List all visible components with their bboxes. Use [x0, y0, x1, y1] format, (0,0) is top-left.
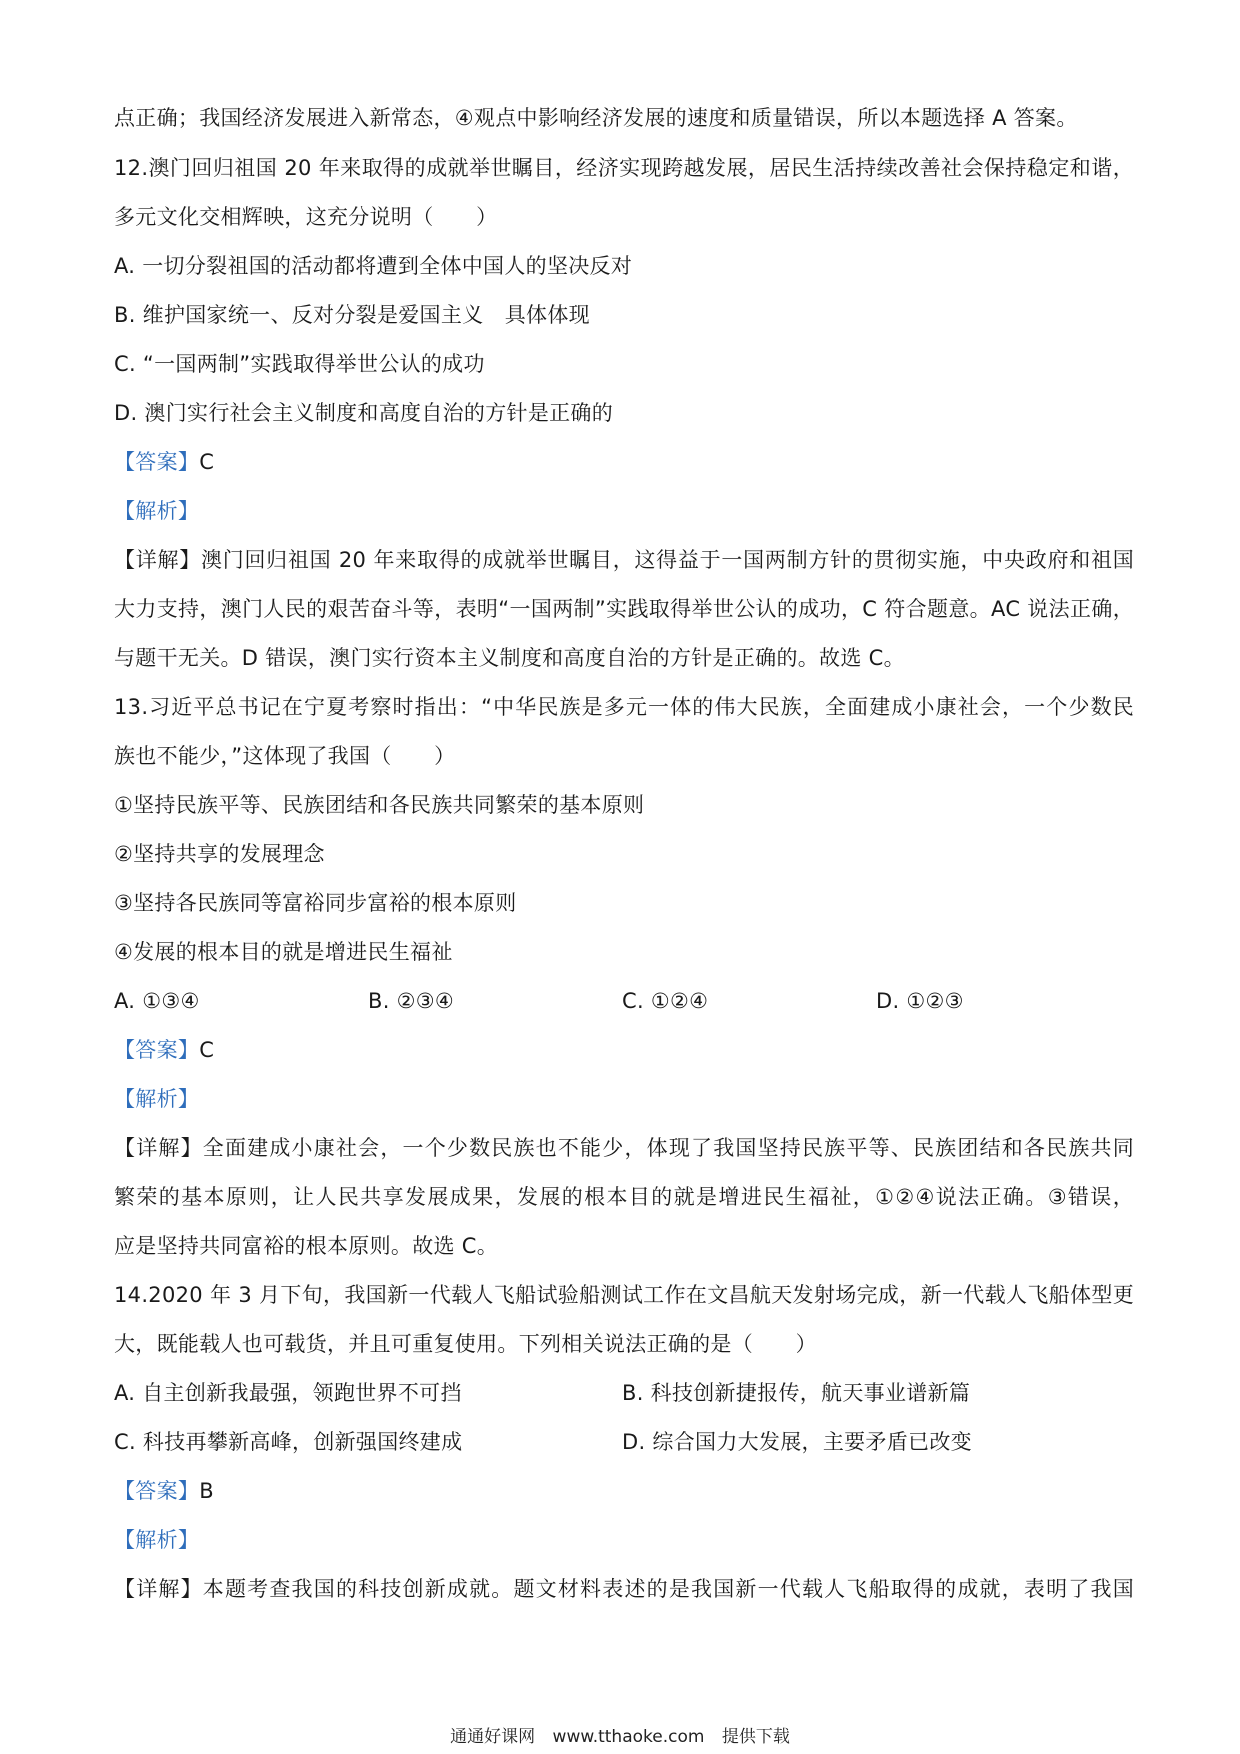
- q12-option-c: C. “一国两制”实践取得举世公认的成功: [114, 352, 485, 376]
- answer-tag: 【答案】: [114, 1479, 200, 1503]
- q13-answer-value: C: [199, 1038, 215, 1062]
- q12-stem-line-2: 多元文化交相辉映，这充分说明（ ）: [114, 205, 498, 229]
- q14-answer-value: B: [199, 1479, 214, 1503]
- q14-options-row-2: [114, 1422, 1134, 1462]
- q14-option-b: B. 科技创新捷报传，航天事业谱新篇: [622, 1381, 971, 1405]
- analysis-tag: 【解析】: [114, 499, 200, 523]
- q14-option-a: A. 自主创新我最强，领跑世界不可挡: [114, 1381, 462, 1405]
- q14-option-c: C. 科技再攀新高峰，创新强国终建成: [114, 1430, 463, 1454]
- q13-options-row: [114, 981, 1134, 1021]
- detail-tag: 【详解】: [114, 1136, 203, 1160]
- q13-option-d: D. ①②③: [876, 989, 964, 1013]
- q13-detail-line-3: 应是坚持共同富裕的根本原则。故选 C。: [114, 1234, 499, 1258]
- detail-tag: 【详解】: [114, 1577, 203, 1601]
- answer-tag: 【答案】: [114, 450, 200, 474]
- q12-analysis-line: [114, 491, 1134, 531]
- analysis-tag: 【解析】: [114, 1528, 200, 1552]
- q14-detail-line-1: [114, 1569, 1134, 1609]
- q12-answer-value: C: [199, 450, 215, 474]
- q13-option-b: B. ②③④: [368, 989, 455, 1013]
- footer-note: 提供下载: [721, 1727, 790, 1747]
- q14-option-d: D. 综合国力大发展，主要矛盾已改变: [622, 1430, 972, 1454]
- carryover-line: 点正确；我国经济发展进入新常态，④观点中影响经济发展的速度和质量错误，所以本题选择 A 答案。: [114, 106, 1078, 130]
- q12-detail-text-1: 澳门回归祖国 20 年来取得的成就举世瞩目，这得益于一国两制方针的贯彻实施，中央政府和祖国: [200, 548, 1134, 572]
- q14-stem-line-1: 14.2020 年 3 月下旬，我国新一代载人飞船试验船测试工作在文昌航天发射场完成，新一代载人飞船体型更: [114, 1283, 1134, 1307]
- q12-option-d: D. 澳门实行社会主义制度和高度自治的方针是正确的: [114, 401, 614, 425]
- q13-item-2: ②坚持共享的发展理念: [114, 842, 325, 866]
- answer-tag: 【答案】: [114, 1038, 200, 1062]
- footer-url[interactable]: www.tthaoke.com: [552, 1727, 705, 1747]
- q14-options-row-1: [114, 1373, 1134, 1413]
- q12-detail-line-1: [114, 540, 1134, 580]
- detail-tag: 【详解】: [114, 548, 201, 572]
- q13-detail-line-2: 繁荣的基本原则，让人民共享发展成果，发展的根本目的就是增进民生福祉，①②④说法正确。③错误，: [114, 1185, 1134, 1209]
- q14-analysis-line: [114, 1520, 1134, 1560]
- q13-item-1: ①坚持民族平等、民族团结和各民族共同繁荣的基本原则: [114, 793, 645, 817]
- q13-option-c: C. ①②④: [622, 989, 709, 1013]
- q12-option-a: A. 一切分裂祖国的活动都将遭到全体中国人的坚决反对: [114, 254, 633, 278]
- q13-stem-line-1: 13.习近平总书记在宁夏考察时指出：“中华民族是多元一体的伟大民族，全面建成小康社会，一个少数民: [114, 695, 1134, 719]
- analysis-tag: 【解析】: [114, 1087, 200, 1111]
- q13-analysis-line: [114, 1079, 1134, 1119]
- q12-answer-line: [114, 442, 1134, 482]
- q13-item-4: ④发展的根本目的就是增进民生福祉: [114, 940, 453, 964]
- q14-stem-line-2: 大，既能载人也可载货，并且可重复使用。下列相关说法正确的是（ ）: [114, 1332, 817, 1356]
- q12-stem-line-1: 12.澳门回归祖国 20 年来取得的成就举世瞩目，经济实现跨越发展，居民生活持续改善社会保持稳定和谐，: [114, 156, 1134, 180]
- q13-option-a: A. ①③④: [114, 989, 200, 1013]
- page-footer: [0, 1722, 1240, 1752]
- footer-site-name: 通通好课网: [450, 1727, 536, 1747]
- q13-detail-line-1: [114, 1128, 1134, 1168]
- q13-stem-line-2: 族也不能少，”这体现了我国（ ）: [114, 744, 456, 768]
- q12-detail-line-2: 大力支持，澳门人民的艰苦奋斗等，表明“一国两制”实践取得举世公认的成功，C 符合题意。AC 说法正确，: [114, 597, 1134, 621]
- q12-detail-line-3: 与题干无关。D 错误，澳门实行资本主义制度和高度自治的方针是正确的。故选 C。: [114, 646, 905, 670]
- q13-detail-text-1: 全面建成小康社会，一个少数民族也不能少，体现了我国坚持民族平等、民族团结和各民族共同: [202, 1136, 1134, 1160]
- q13-item-3: ③坚持各民族同等富裕同步富裕的根本原则: [114, 891, 517, 915]
- q13-answer-line: [114, 1030, 1134, 1070]
- q14-detail-text-1: 本题考查我国的科技创新成就。题文材料表述的是我国新一代载人飞船取得的成就，表明了我国: [202, 1577, 1134, 1601]
- q14-answer-line: [114, 1471, 1134, 1511]
- q12-option-b: B. 维护国家统一、反对分裂是爱国主义 具体体现: [114, 303, 590, 327]
